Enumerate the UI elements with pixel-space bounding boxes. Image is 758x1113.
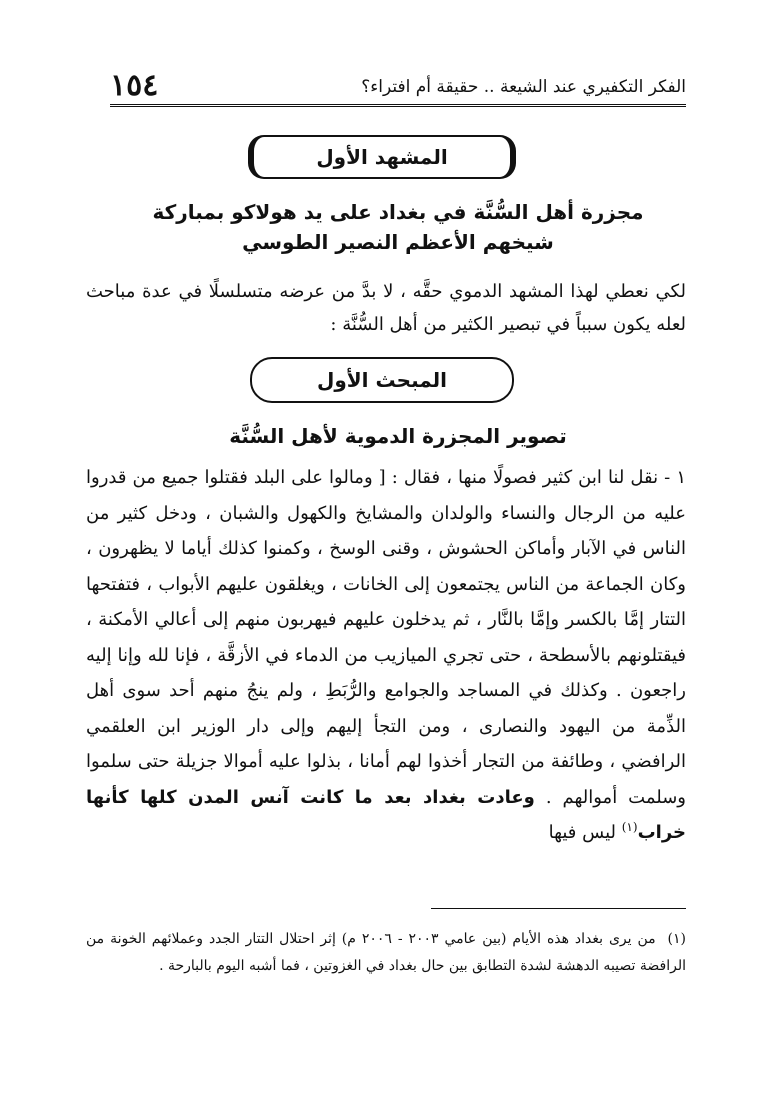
footnote-divider [431, 908, 686, 909]
footnote-text: من يرى بغداد هذه الأيام (بين عامي ٢٠٠٣ - ٢٠٠٦ م) إثر احتلال التتار الجدد وعملائهم الخونة من الرافضة تصيبه الدهشة لشدة التطابق بين حال بغداد في الغزوتين ، فما أشبه اليوم بالبارحة . [86, 931, 686, 974]
quote-trailing-text: ليس فيها [548, 822, 616, 843]
subsection-title: تصوير المجزرة الدموية لأهل السُّنَّة [229, 424, 567, 448]
quote-paragraph [86, 460, 686, 851]
running-title: الفكر التكفيري عند الشيعة .. حقيقة أم افتراء؟ [361, 77, 686, 97]
section-banner: المشهد الأول [248, 135, 516, 179]
intro-paragraph: لكي نعطي لهذا المشهد الدموي حقَّه ، لا بدَّ من عرضه متسلسلًا في عدة مباحث لعله يكون سبباً في تبصير الكثير من أهل السُّنَّة : [86, 281, 686, 335]
quote-bold-text: وعادت بغداد بعد ما كانت آنس المدن كلها كأنها خراب [86, 786, 686, 843]
footnote-reference[interactable]: (١) [621, 820, 638, 834]
subsection-banner: المبحث الأول [250, 357, 514, 403]
section-title-line-1: مجزرة أهل السُّنَّة في بغداد على يد هولاكو بمباركة [152, 200, 644, 224]
header-divider [110, 104, 686, 107]
footnote [86, 926, 686, 980]
quote-text: ١ - نقل لنا ابن كثير فصولًا منها ، فقال : [ ومالوا على البلد فقتلوا جميع من قدروا عليه من الرجال والنساء والولدان والمشايخ والكهول والشبان ، ودخل كثير من الناس في الآبار وأماكن الحشوش ، وقنى الوسخ ، وكمنوا كذلك أياما لا يظهرون ، وكان الجماعة من الناس يجتمعون إلى الخانات ، ويغلقون عليهم الأبواب ، فتفتحها التتار إمَّا بالكسر وإمَّا بالنَّار ، ثم يدخلون عليهم فيهربون منهم إلى أعالي الأمكنة ، فيقتلونهم بالأسطحة ، حتى تجري الميازيب من الدماء في الأزقَّة ، فإنا لله وإنا إليه راجعون . وكذلك في المساجد والجوامع والرُّبَطِ ، ولم ينجُ منهم أحد سوى أهل الذِّمة من اليهود والنصارى ، ومن التجأ إليهم وإلى دار الوزير ابن العلقمي الرافضي ، وطائفة من التجار أخذوا لهم أمانا ، بذلوا عليه أموالا جزيلة حتى سلموا وسلمت أموالهم . [86, 467, 686, 808]
page-number: ١٥٤ [110, 68, 159, 103]
footnote-marker: (١) [667, 931, 687, 947]
section-title-line-2: شيخهم الأعظم النصير الطوسي [242, 230, 554, 254]
page-header [110, 70, 686, 102]
